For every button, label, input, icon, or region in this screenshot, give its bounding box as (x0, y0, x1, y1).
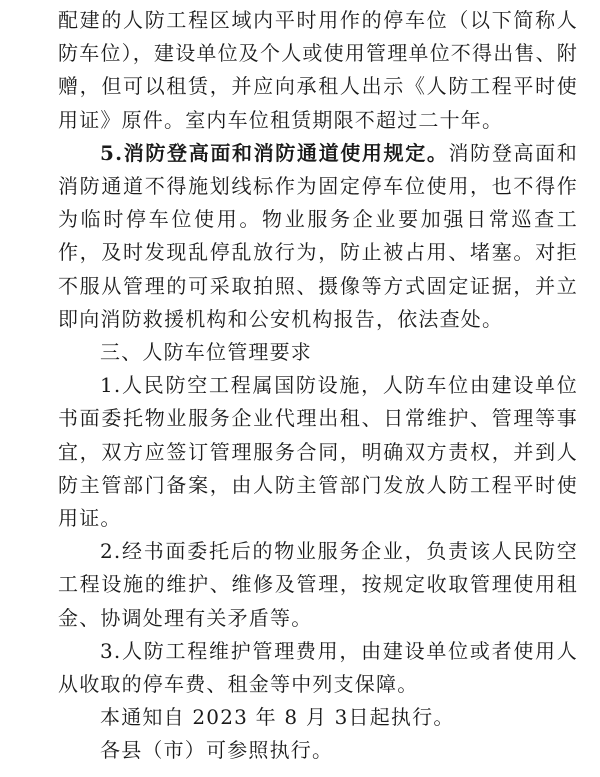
effective-date-note: 本通知自 2023 年 8 月 3日起执行。 (100, 705, 455, 730)
list-item-2: 2.经书面委托后的物业服务企业，负责该人民防空工程设施的维护、维修及管理，按规定收取管理使用租金、协调处理有关矛盾等。 (58, 539, 578, 630)
section-heading-civil-defense-parking: 三、人防车位管理要求 (100, 340, 312, 365)
list-item-3: 3.人防工程维护管理费用，由建设单位或者使用人从收取的停车费、租金等中列支保障。 (58, 638, 578, 697)
list-item-1: 1.人民防空工程属国防设施，人防车位由建设单位书面委托物业服务企业代理出租、日常维护、管理等事宜，双方应签订管理服务合同，明确双方责权，并到人防主管部门备案，由人防主管部门发放人防工程平时使用证。 (58, 373, 578, 531)
fire-lane-rules-body: 消防登高面和消防通道不得施划线标作为固定停车位使用，也不得作为临时停车位使用。物业服务企业要加强日常巡查工作，及时发现乱停乱放行为，防止被占用、堵塞。对拒不服从管理的可采取拍照、摄像等方式固定证据，并立即向消防救援机构和公安机构报告，依法查处。 (58, 140, 578, 331)
paragraph-civil-defense-parking-lease: 配建的人防工程区域内平时用作的停车位（以下简称人防车位），建设单位及个人或使用管理单位不得出售、附赠，但可以租赁，并应向承租人出示《人防工程平时使用证》原件。室内车位租赁期限不超过二十年。 (58, 8, 578, 132)
reference-note: 各县（市）可参照执行。 (100, 738, 334, 763)
paragraph-fire-lane-rules (58, 137, 578, 336)
fire-lane-rules-title: 5.消防登高面和消防通道使用规定。 (100, 140, 449, 165)
